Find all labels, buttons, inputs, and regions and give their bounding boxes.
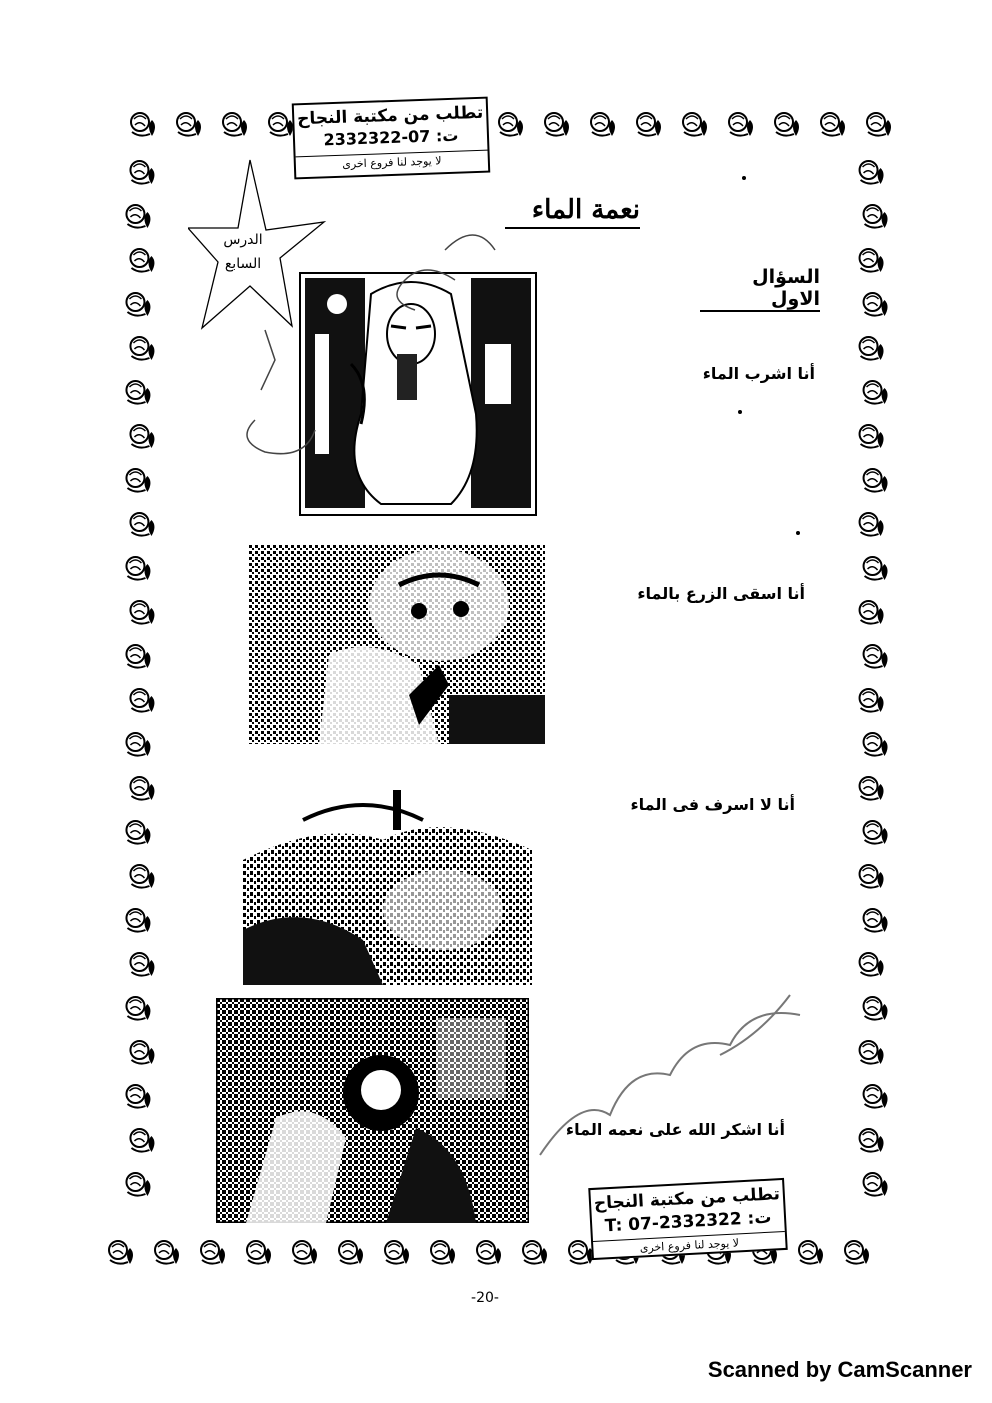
scanner-footer: Scanned by CamScanner <box>707 1357 972 1382</box>
photo-water-tap <box>243 780 532 985</box>
flower-ornament <box>126 909 150 932</box>
flower-ornament <box>130 425 154 448</box>
flower-ornament <box>683 113 707 136</box>
flower-ornament <box>864 1173 888 1196</box>
stamp-top-line1: تطلب من مكتبة النجاح <box>296 102 484 130</box>
flower-ornament <box>131 113 155 136</box>
flower-ornament <box>385 1241 409 1264</box>
photo-boy-watering <box>249 545 545 744</box>
flower-ornament <box>860 337 884 360</box>
flower-ornament <box>864 1085 888 1108</box>
flower-ornament <box>864 733 888 756</box>
flower-ornament <box>177 113 201 136</box>
flower-ornament <box>860 425 884 448</box>
handwriting-scribble <box>225 190 515 470</box>
flower-ornament <box>729 113 753 136</box>
flower-ornament <box>126 1085 150 1108</box>
stamp-bottom-line3: لا يوجد لنا فروع اخرى <box>593 1231 786 1257</box>
flower-ornament <box>126 733 150 756</box>
flower-ornament <box>130 161 154 184</box>
flower-ornament <box>126 645 150 668</box>
flower-ornament <box>864 293 888 316</box>
flower-ornament <box>860 249 884 272</box>
flower-ornament <box>130 513 154 536</box>
stray-dot <box>742 176 746 180</box>
flower-ornament <box>799 1241 823 1264</box>
flower-ornament <box>860 865 884 888</box>
flower-ornament <box>569 1241 593 1264</box>
flower-ornament <box>775 113 799 136</box>
flower-ornament <box>130 337 154 360</box>
sentence-2: أنا اسقى الزرع بالماء <box>637 584 805 603</box>
stray-dot <box>738 410 742 414</box>
flower-ornament <box>269 113 293 136</box>
sentence-1: أنا اشرب الماء <box>702 364 815 383</box>
flower-ornament <box>201 1241 225 1264</box>
flower-ornament <box>339 1241 363 1264</box>
flower-ornament <box>860 513 884 536</box>
flower-ornament <box>860 1129 884 1152</box>
page-number: -20- <box>471 1290 499 1306</box>
flower-ornament <box>591 113 615 136</box>
sentence-4: أنا اشكر الله على نعمه الماء <box>565 1120 785 1139</box>
photo-man-praying <box>216 998 529 1223</box>
flower-ornament <box>860 1041 884 1064</box>
flower-ornament <box>499 113 523 136</box>
stamp-bottom-phone: ت: T: 07-2332322 <box>604 1207 772 1237</box>
flower-ornament <box>126 1173 150 1196</box>
flower-ornament <box>126 293 150 316</box>
flower-ornament <box>130 249 154 272</box>
flower-ornament <box>523 1241 547 1264</box>
flower-ornament <box>864 645 888 668</box>
flower-ornament <box>864 381 888 404</box>
flower-ornament <box>130 865 154 888</box>
flower-ornament <box>864 469 888 492</box>
flower-ornament <box>864 997 888 1020</box>
question-label: السؤال الاول <box>700 266 820 312</box>
flower-ornament <box>860 689 884 712</box>
flower-ornament <box>126 557 150 580</box>
stamp-bottom-line1: تطلب من مكتبة النجاح <box>593 1184 781 1214</box>
bookstore-watermark <box>520 975 820 1175</box>
flower-ornament <box>477 1241 501 1264</box>
flower-ornament <box>545 113 569 136</box>
flower-ornament <box>130 953 154 976</box>
flower-ornament <box>860 161 884 184</box>
flower-ornament <box>130 1041 154 1064</box>
flower-ornament <box>126 469 150 492</box>
flower-ornament <box>130 689 154 712</box>
flower-ornament <box>637 113 661 136</box>
sentence-3: أنا لا اسرف فى الماء <box>630 795 795 814</box>
bookstore-stamp-bottom <box>588 1178 787 1260</box>
flower-ornament <box>223 113 247 136</box>
lesson-title: نعمة الماء <box>505 195 640 229</box>
flower-ornament <box>293 1241 317 1264</box>
flower-ornament <box>130 1129 154 1152</box>
flower-ornament <box>431 1241 455 1264</box>
flower-ornament <box>864 821 888 844</box>
flower-ornament <box>860 777 884 800</box>
flower-ornament <box>864 557 888 580</box>
flower-ornament <box>864 205 888 228</box>
stamp-top-phone: ت: 07-2332322 <box>323 125 459 150</box>
flower-ornament <box>126 205 150 228</box>
flower-ornament <box>867 113 891 136</box>
flower-ornament <box>864 909 888 932</box>
flower-ornament <box>126 381 150 404</box>
flower-ornament <box>821 113 845 136</box>
flower-ornament <box>130 777 154 800</box>
flower-ornament <box>860 953 884 976</box>
flower-ornament <box>126 821 150 844</box>
stray-dot <box>796 531 800 535</box>
flower-ornament <box>155 1241 179 1264</box>
flower-ornament <box>247 1241 271 1264</box>
flower-ornament <box>126 997 150 1020</box>
lesson-label-line1: الدرس <box>223 232 263 248</box>
lesson-label-line2: السابع <box>224 256 262 272</box>
flower-ornament <box>130 601 154 624</box>
stamp-top-line3: لا يوجد لنا فروع اخرى <box>296 150 488 173</box>
flower-ornament <box>860 601 884 624</box>
flower-ornament <box>109 1241 133 1264</box>
flower-ornament <box>845 1241 869 1264</box>
